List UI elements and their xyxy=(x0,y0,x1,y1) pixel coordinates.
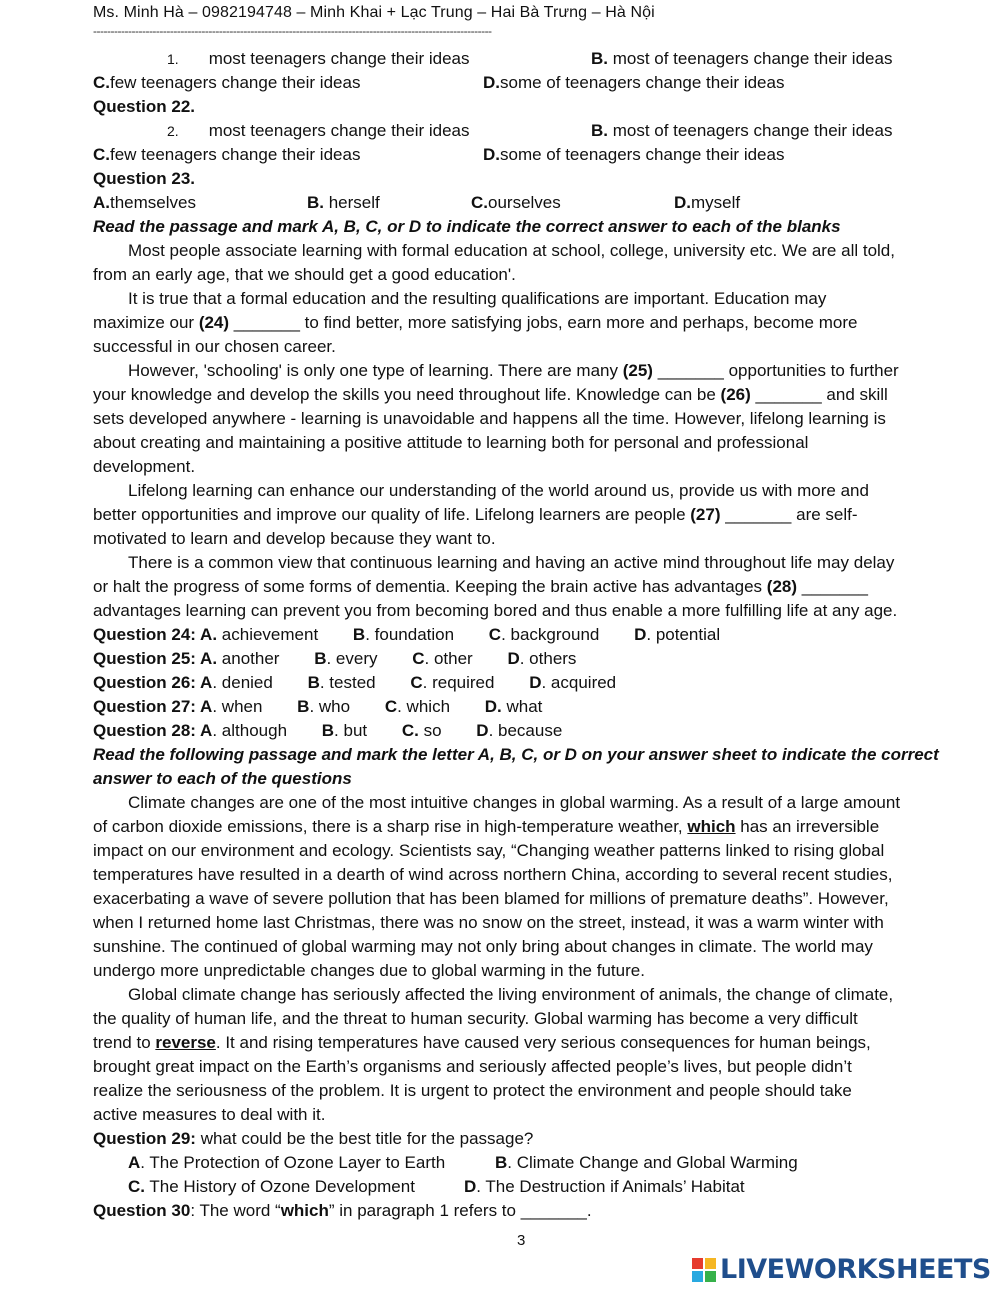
q28-option-b-text: . but xyxy=(334,721,368,740)
text-run: better opportunities and improve our quality of life. Lifelong learners are people xyxy=(93,505,691,524)
q29-question xyxy=(93,1127,533,1151)
q26-option-b-text: . tested xyxy=(319,673,376,692)
passage1-line xyxy=(93,575,868,599)
q27-option-a-text: . when xyxy=(212,697,263,716)
q22-option-d-label: D. xyxy=(483,145,500,164)
q21-option-a-text: most teenagers change their ideas xyxy=(208,49,470,68)
q21-option-d-label: D. xyxy=(483,73,500,92)
q23-option-a-text: themselves xyxy=(110,193,196,212)
q25-row xyxy=(93,647,576,671)
blank-27-number: (27) xyxy=(690,505,721,524)
q27-option-d-label: D. xyxy=(484,697,502,716)
passage1-line: There is a common view that continuous learning and having an active mind throughout life may delay xyxy=(128,553,895,572)
q25-option-a-label: A. xyxy=(195,649,218,668)
passage1-instruction: Read the passage and mark A, B, C, or D to indicate the correct answer to each of the blanks xyxy=(93,217,841,236)
q27-option-b[interactable] xyxy=(297,697,350,716)
q22-option-d-text: some of teenagers change their ideas xyxy=(500,145,785,164)
q24-option-d-text: . potential xyxy=(646,625,721,644)
q30-word: which xyxy=(280,1201,329,1220)
passage1-line: motivated to learn and develop because they want to. xyxy=(93,529,496,548)
q28-option-d-label: D xyxy=(476,721,489,740)
q28-option-b-label: B xyxy=(321,721,335,740)
passage1-line: Lifelong learning can enhance our understanding of the world around us, provide us with more and xyxy=(128,481,869,500)
q22-title: Question 22. xyxy=(93,97,196,116)
q29-option-b-text: . Climate Change and Global Warming xyxy=(507,1153,798,1172)
q22-option-a-text: most teenagers change their ideas xyxy=(208,121,470,140)
q23-option-d-label: D. xyxy=(674,193,691,212)
q25-option-d[interactable] xyxy=(507,649,576,668)
q21-option-c-text: few teenagers change their ideas xyxy=(110,73,361,92)
q26-option-d[interactable] xyxy=(529,673,616,692)
q29-option-b-label: B xyxy=(495,1153,508,1172)
q23-option-c-label: C. xyxy=(471,193,488,212)
passage1-line: development. xyxy=(93,457,196,476)
q25-option-d-label: D xyxy=(507,649,520,668)
q21-option-d-text: some of teenagers change their ideas xyxy=(500,73,785,92)
page-header: Ms. Minh Hà – 0982194748 – Minh Khai + Lạc Trung – Hai Bà Trưng – Hà Nội xyxy=(93,4,655,21)
q29-option-d[interactable] xyxy=(464,1175,745,1199)
text-run: However, 'schooling' is only one type of learning. There are many xyxy=(128,361,623,380)
text-run: maximize our xyxy=(93,313,199,332)
q24-option-a-text: achievement xyxy=(217,625,319,644)
q28-option-c-text: so xyxy=(418,721,442,740)
passage1-line: successful in our chosen career. xyxy=(93,337,336,356)
q29-option-d-text: . The Destruction if Animals’ Habitat xyxy=(476,1177,745,1196)
q25-title: Question 25: xyxy=(93,649,196,668)
passage2-line: impact on our environment and ecology. Scientists say, “Changing weather patterns linked to rising global xyxy=(93,841,885,860)
q23-title: Question 23. xyxy=(93,169,196,188)
text-run: _______ opportunities to further xyxy=(652,361,899,380)
passage2-line xyxy=(93,815,879,839)
q26-option-c-label: C xyxy=(410,673,423,692)
q21-option-b-label: B. xyxy=(591,49,608,68)
q29-text: what could be the best title for the passage? xyxy=(195,1129,534,1148)
q24-option-d-label: D xyxy=(634,625,647,644)
passage1-line: about creating and maintaining a positive attitude to learning both for personal and professional xyxy=(93,433,809,452)
q28-title: Question 28: xyxy=(93,721,196,740)
text-run: _______ are self- xyxy=(720,505,858,524)
q24-row xyxy=(93,623,720,647)
q22-option-d[interactable] xyxy=(483,143,784,167)
passage2-line: undergo more unpredictable changes due to global warming in the future. xyxy=(93,961,645,980)
q26-option-a[interactable] xyxy=(196,673,273,692)
q28-row xyxy=(93,719,562,743)
q27-option-d[interactable] xyxy=(485,697,543,716)
q30-title: Question 30 xyxy=(93,1201,191,1220)
q27-title: Question 27: xyxy=(93,697,196,716)
q29-option-b[interactable] xyxy=(495,1151,798,1175)
text-run: of carbon dioxide emissions, there is a sharp rise in high-temperature weather, xyxy=(93,817,688,836)
q23-option-b-text: herself xyxy=(324,193,380,212)
q25-option-c-label: C xyxy=(412,649,425,668)
q29-option-a[interactable] xyxy=(128,1151,445,1175)
q23-option-d[interactable] xyxy=(674,191,740,215)
q26-option-a-label: A xyxy=(195,673,213,692)
q28-option-c[interactable] xyxy=(402,721,442,740)
q26-option-b-label: B xyxy=(307,673,320,692)
q25-option-c[interactable] xyxy=(412,649,472,668)
q26-option-c[interactable] xyxy=(410,673,494,692)
passage1-line xyxy=(93,359,899,383)
q22-number: 2. xyxy=(167,123,179,139)
underlined-word-reverse: reverse xyxy=(155,1033,216,1052)
q22-option-a[interactable] xyxy=(167,119,470,143)
passage1-line: sets developed anywhere - learning is unavoidable and happens all the time. However, lifelong learning is xyxy=(93,409,886,428)
text-run: . It and rising temperatures have caused very serious consequences for human beings, xyxy=(215,1033,871,1052)
q21-option-b-text: most of teenagers change their ideas xyxy=(608,49,893,68)
q24-option-a[interactable] xyxy=(196,625,318,644)
q23-option-b[interactable] xyxy=(307,191,380,215)
q29-option-c-label: C. xyxy=(128,1177,145,1196)
passage1-line: advantages learning can prevent you from becoming bored and thus enable a more fulfilling life at any age. xyxy=(93,601,898,620)
text-run: _______ to find better, more satisfying jobs, earn more and perhaps, become more xyxy=(229,313,858,332)
liveworksheets-logo-icon xyxy=(692,1258,716,1282)
passage2-line: the quality of human life, and the threat to human security. Global warming has become a very difficult xyxy=(93,1009,858,1028)
q26-option-d-text: . acquired xyxy=(541,673,617,692)
q28-option-d[interactable] xyxy=(476,721,562,740)
q24-option-c-label: C xyxy=(488,625,502,644)
passage2-instruction: Read the following passage and mark the letter A, B, C, or D on your answer sheet to indicate the correct xyxy=(93,745,939,764)
passage2-instruction: answer to each of the questions xyxy=(93,769,352,788)
q24-option-d[interactable] xyxy=(634,625,720,644)
passage2-line: Climate changes are one of the most intuitive changes in global warming. As a result of a large amount xyxy=(128,793,901,812)
q25-option-a-text: another xyxy=(217,649,280,668)
q22-option-b-text: most of teenagers change their ideas xyxy=(608,121,893,140)
q29-option-c[interactable] xyxy=(128,1175,415,1199)
q21-option-c[interactable] xyxy=(93,71,360,95)
q25-option-b[interactable] xyxy=(314,649,377,668)
blank-28-number: (28) xyxy=(766,577,798,596)
q28-option-d-text: . because xyxy=(488,721,563,740)
passage1-line: from an early age, that we should get a good education'. xyxy=(93,265,516,284)
passage1-line xyxy=(93,503,858,527)
q26-option-c-text: . required xyxy=(422,673,495,692)
q28-option-a-label: A xyxy=(195,721,213,740)
blank-25-number: (25) xyxy=(622,361,653,380)
q29-option-a-text: . The Protection of Ozone Layer to Earth xyxy=(140,1153,446,1172)
text-run: ” in paragraph 1 refers to _______. xyxy=(328,1201,592,1220)
q26-option-b[interactable] xyxy=(308,673,376,692)
q25-option-b-text: . every xyxy=(326,649,378,668)
q24-option-b[interactable] xyxy=(353,625,454,644)
q21-option-b[interactable] xyxy=(591,47,892,71)
q27-option-a-label: A xyxy=(195,697,213,716)
q24-title: Question 24: xyxy=(93,625,196,644)
passage2-line: exacerbating a wave of severe pollution that has been blamed for millions of premature deaths”. However, xyxy=(93,889,889,908)
liveworksheets-logo[interactable] xyxy=(692,1254,991,1285)
text-run: your knowledge and develop the skills you need throughout life. Knowledge can be xyxy=(93,385,721,404)
q24-option-c-text: . background xyxy=(501,625,600,644)
text-run: trend to xyxy=(93,1033,156,1052)
q22-option-b[interactable] xyxy=(591,119,892,143)
liveworksheets-logo-text: LIVEWORKSHEETS xyxy=(720,1254,991,1285)
passage2-line xyxy=(93,1031,871,1055)
q28-option-c-label: C. xyxy=(401,721,419,740)
q23-option-a-label: A. xyxy=(93,193,110,212)
q23-option-c-text: ourselves xyxy=(488,193,561,212)
q27-option-c-label: C xyxy=(384,697,398,716)
q22-option-c-text: few teenagers change their ideas xyxy=(110,145,361,164)
underlined-word-which: which xyxy=(687,817,736,836)
q25-option-d-text: . others xyxy=(519,649,577,668)
q23-option-d-text: myself xyxy=(691,193,741,212)
header-separator: ------------------------------------------------------------------------------------------------------------------ xyxy=(93,24,492,38)
q24-option-c[interactable] xyxy=(489,625,600,644)
passage2-line: when I returned home last Christmas, there was no snow on the street, instead, it was a warm winter with xyxy=(93,913,884,932)
q21-option-c-label: C. xyxy=(93,73,110,92)
passage1-line xyxy=(93,311,857,335)
q29-option-c-text: The History of Ozone Development xyxy=(145,1177,415,1196)
q26-option-a-text: . denied xyxy=(212,673,273,692)
q28-option-a-text: . although xyxy=(212,721,288,740)
text-run: _______ xyxy=(797,577,868,596)
q25-option-c-text: . other xyxy=(424,649,473,668)
q29-option-a-label: A xyxy=(128,1153,141,1172)
page-number: 3 xyxy=(517,1232,526,1249)
q21-number: 1. xyxy=(167,51,179,67)
q29-option-d-label: D xyxy=(464,1177,477,1196)
q27-option-a[interactable] xyxy=(196,697,262,716)
q23-option-b-label: B. xyxy=(307,193,324,212)
q27-option-b-label: B xyxy=(297,697,310,716)
text-run: : The word “ xyxy=(190,1201,281,1220)
passage1-line: Most people associate learning with formal education at school, college, university etc. We are all told, xyxy=(128,241,895,260)
q26-title: Question 26: xyxy=(93,673,196,692)
text-run: or halt the progress of some forms of dementia. Keeping the brain active has advantages xyxy=(93,577,767,596)
q24-option-b-text: . foundation xyxy=(365,625,455,644)
q29-title: Question 29: xyxy=(93,1129,196,1148)
text-run: has an irreversible xyxy=(735,817,880,836)
q22-option-b-label: B. xyxy=(591,121,608,140)
passage2-line: sunshine. The continued of global warming may not only bring about changes in climate. The world may xyxy=(93,937,873,956)
q27-option-c[interactable] xyxy=(385,697,450,716)
q25-option-a[interactable] xyxy=(196,649,279,668)
q23-option-a[interactable] xyxy=(93,191,196,215)
q27-option-c-text: . which xyxy=(397,697,451,716)
q24-option-a-label: A. xyxy=(195,625,218,644)
q25-option-b-label: B xyxy=(314,649,327,668)
q30-question xyxy=(93,1199,592,1223)
passage2-line: temperatures have resulted in a dearth of wind across northern China, according to several recent studies, xyxy=(93,865,893,884)
passage1-line xyxy=(93,383,888,407)
passage2-line: brought great impact on the Earth’s organisms and seriously affected people’s lives, but people didn’t xyxy=(93,1057,852,1076)
q27-option-d-text: what xyxy=(501,697,543,716)
q24-option-b-label: B xyxy=(352,625,366,644)
q21-option-d[interactable] xyxy=(483,71,784,95)
q27-row xyxy=(93,695,542,719)
q23-option-c[interactable] xyxy=(471,191,561,215)
q22-option-c-label: C. xyxy=(93,145,110,164)
q21-option-a[interactable] xyxy=(167,47,470,71)
q22-option-c[interactable] xyxy=(93,143,360,167)
blank-24-number: (24) xyxy=(198,313,230,332)
blank-26-number: (26) xyxy=(720,385,751,404)
passage2-line: Global climate change has seriously affected the living environment of animals, the change of climate, xyxy=(128,985,894,1004)
passage2-line: realize the seriousness of the problem. It is urgent to protect the environment and people should take xyxy=(93,1081,852,1100)
q28-option-a[interactable] xyxy=(196,721,287,740)
q28-option-b[interactable] xyxy=(322,721,367,740)
passage1-line: It is true that a formal education and the resulting qualifications are important. Education may xyxy=(128,289,827,308)
passage2-line: active measures to deal with it. xyxy=(93,1105,326,1124)
q26-row xyxy=(93,671,616,695)
text-run: _______ and skill xyxy=(750,385,888,404)
q26-option-d-label: D xyxy=(529,673,542,692)
q27-option-b-text: . who xyxy=(309,697,351,716)
